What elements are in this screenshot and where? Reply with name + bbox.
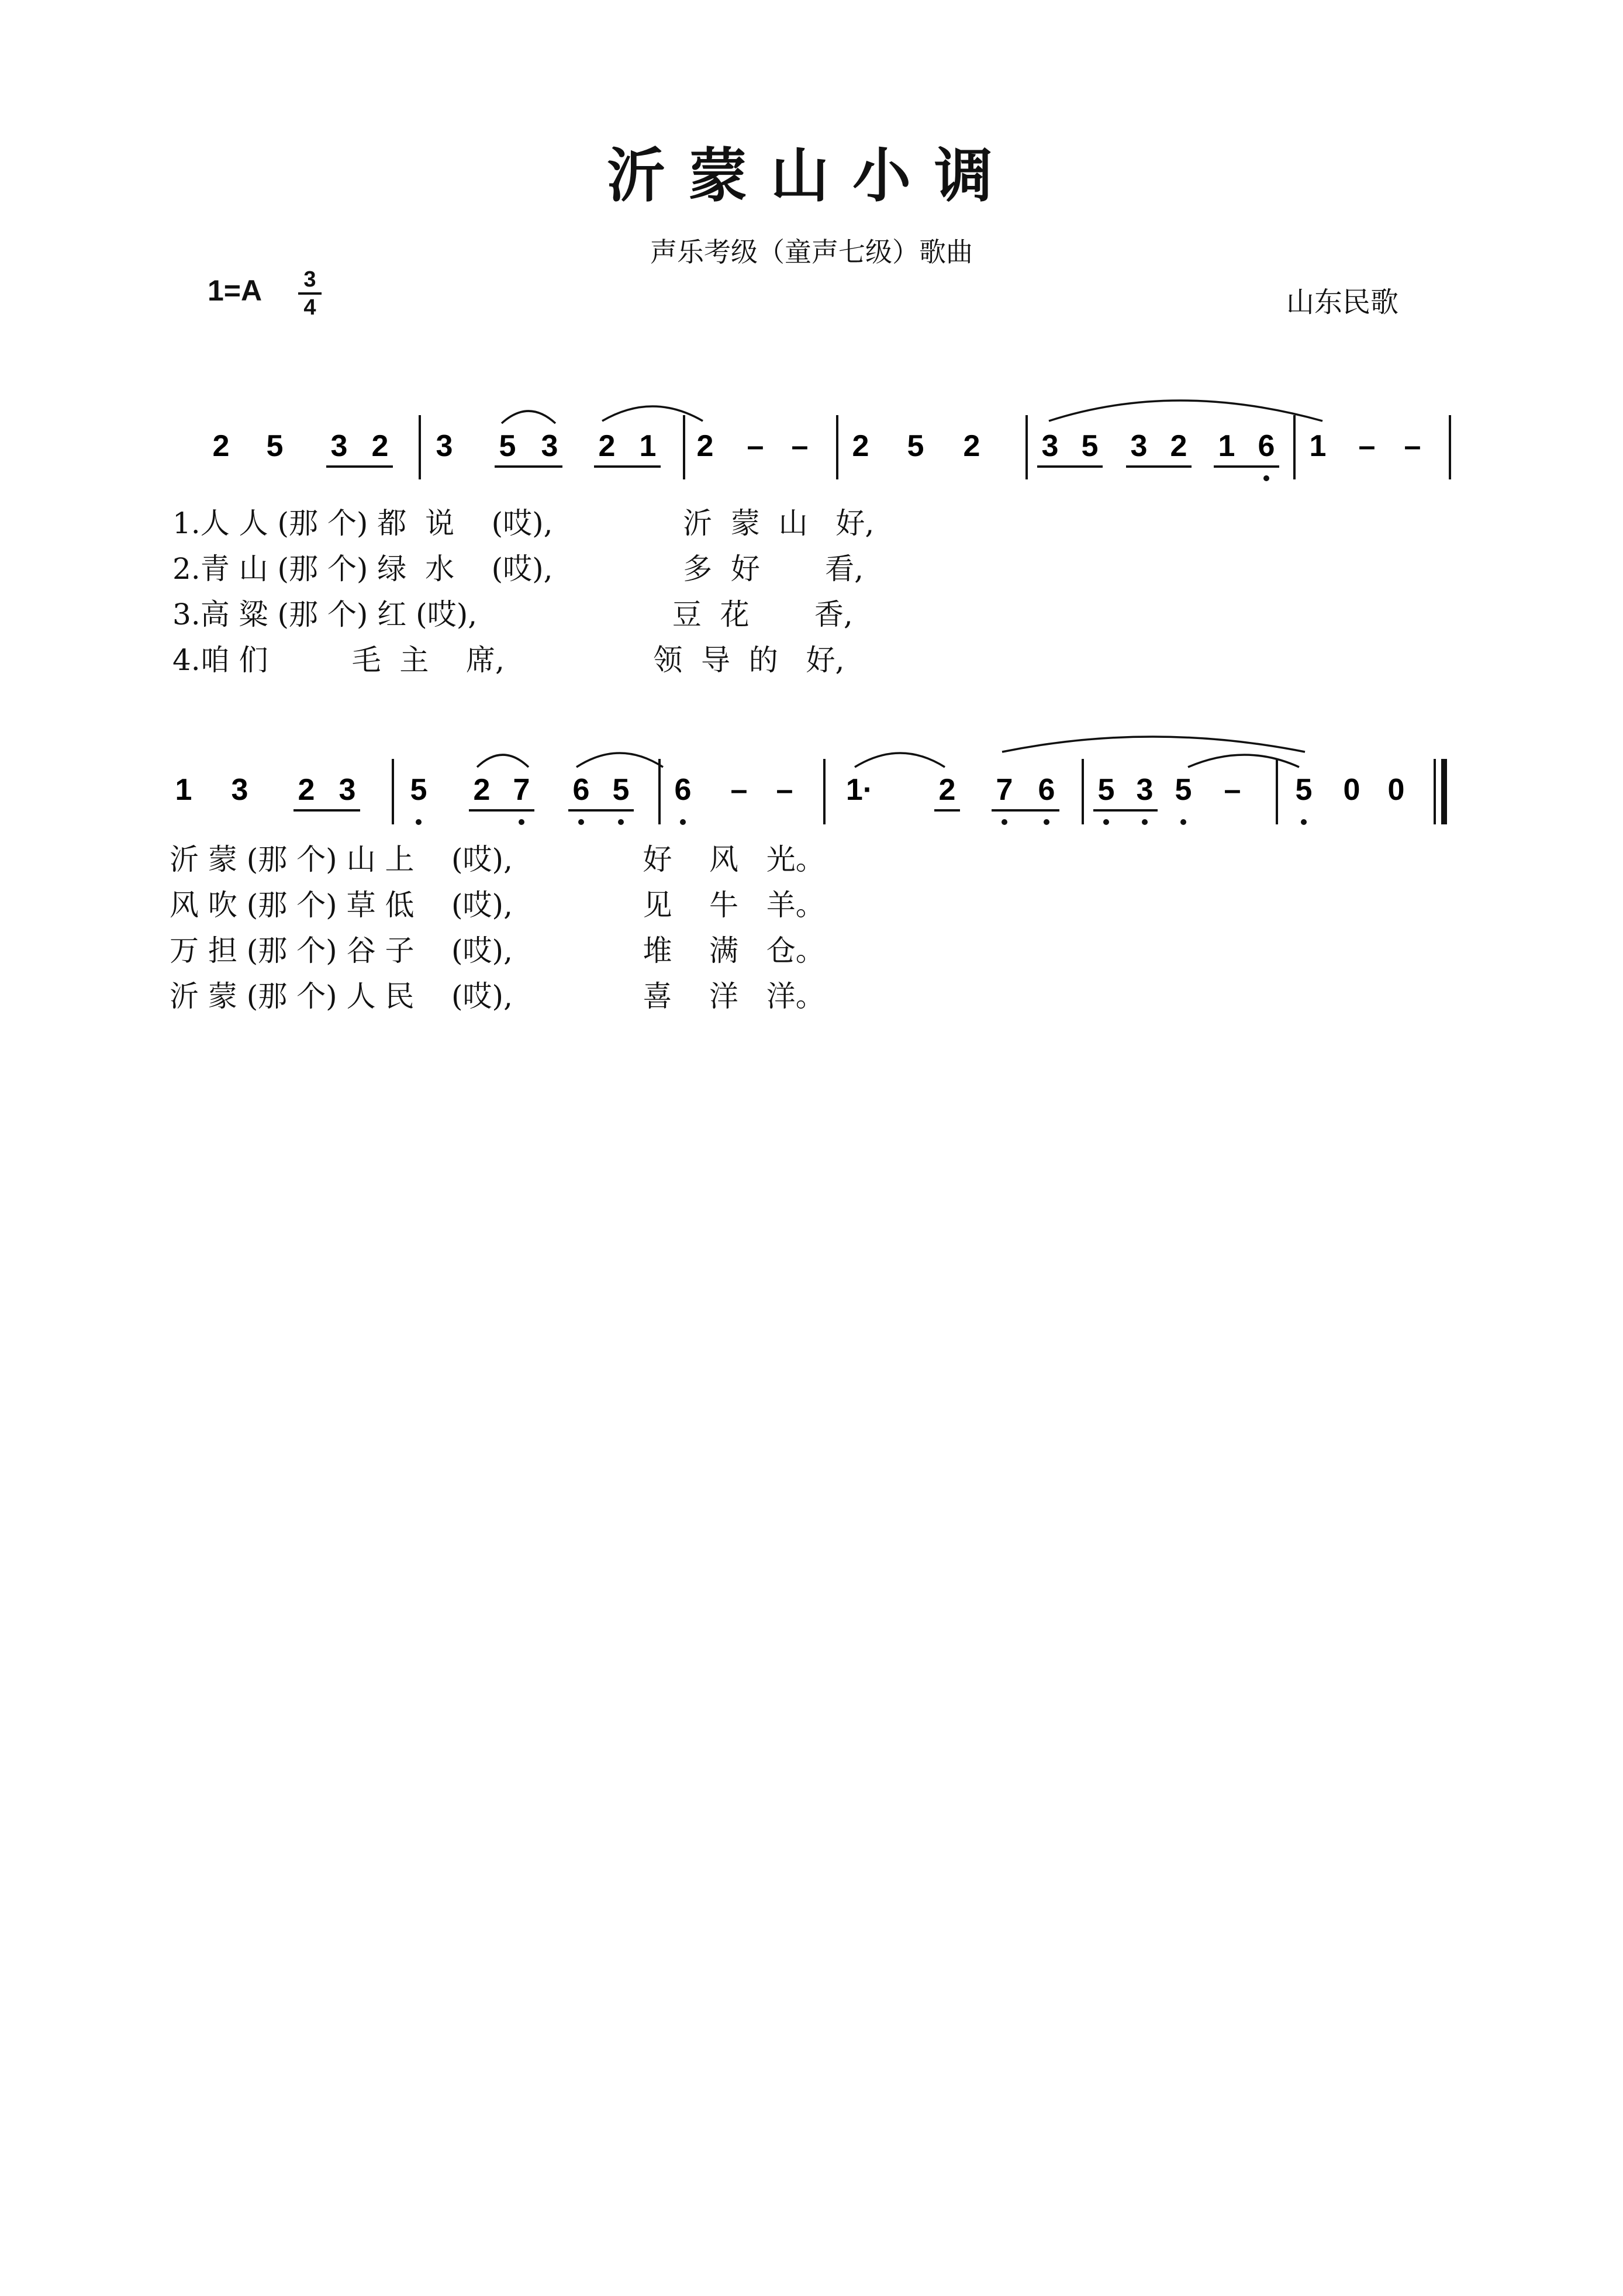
note: 2 <box>212 429 230 463</box>
note: 2 <box>371 429 389 463</box>
note: 5 <box>410 773 427 807</box>
note: 3 <box>339 773 356 807</box>
note: 0 <box>1387 773 1405 807</box>
note: 1 <box>1309 429 1327 463</box>
note: 6 <box>572 773 590 807</box>
note: 1 <box>1218 429 1235 463</box>
note: 5 <box>499 429 516 463</box>
note: – <box>1404 429 1421 463</box>
note: 2 <box>696 429 714 463</box>
note: 1 <box>639 429 657 463</box>
note: 3 <box>436 429 453 463</box>
note: 3 <box>541 429 558 463</box>
note: 3 <box>1136 773 1154 807</box>
slurs <box>477 737 1305 767</box>
lyric-line-4: 沂 蒙 (那 个) 人 民 (哎), 喜 洋 洋。 <box>170 979 825 1013</box>
system-2-notes <box>175 773 1405 807</box>
note: – <box>730 773 748 807</box>
barlines <box>393 759 1444 824</box>
octave-dots <box>1263 475 1269 481</box>
note: 6 <box>1038 773 1055 807</box>
note: – <box>1224 773 1241 807</box>
note: 7 <box>513 773 530 807</box>
note: 6 <box>1258 429 1275 463</box>
lyric-line-1: 1.人 人 (那 个) 都 说 (哎), 沂 蒙 山 好, <box>172 506 875 540</box>
lyric-line-3: 3.高 粱 (那 个) 红 (哎), 豆 花 香, <box>172 598 853 631</box>
octave-dots <box>416 819 1307 825</box>
barlines <box>420 415 1450 479</box>
note: 2 <box>938 773 956 807</box>
lyric-line-3: 万 担 (那 个) 谷 子 (哎), 堆 满 仓。 <box>170 934 825 968</box>
note: 7 <box>996 773 1013 807</box>
note: 2 <box>852 429 869 463</box>
note: 5 <box>907 429 924 463</box>
note: 5 <box>266 429 284 463</box>
note: – <box>791 429 809 463</box>
composer-credit: 山东民歌 <box>1286 286 1399 319</box>
score-system-1 <box>0 374 1623 503</box>
note: – <box>1358 429 1376 463</box>
key-signature: 1=A <box>208 274 263 307</box>
note: 2 <box>598 429 616 463</box>
note: – <box>776 773 793 807</box>
note: 1 <box>175 773 192 807</box>
lyric-line-2: 2.青 山 (那 个) 绿 水 (哎), 多 好 看, <box>172 552 864 586</box>
song-title: 沂蒙山小调 <box>607 141 1016 210</box>
note: 2 <box>963 429 980 463</box>
note: 5 <box>612 773 630 807</box>
note: 5 <box>1081 429 1099 463</box>
lyric-line-1: 沂 蒙 (那 个) 山 上 (哎), 好 风 光。 <box>170 843 825 876</box>
note: 5 <box>1175 773 1192 807</box>
note: 5 <box>1295 773 1313 807</box>
time-signature-top: 3 <box>303 267 316 292</box>
lyric-line-4: 4.咱 们 毛 主 席, 领 导 的 好, <box>172 643 845 677</box>
note: 3 <box>330 429 348 463</box>
system-1-notes <box>213 429 1421 463</box>
time-signature-bottom: 4 <box>303 295 316 320</box>
time-signature <box>298 268 322 319</box>
note: 6 <box>674 773 692 807</box>
note: 3 <box>231 773 248 807</box>
note: 2 <box>473 773 491 807</box>
note: 2 <box>298 773 315 807</box>
note: – <box>747 429 764 463</box>
note: 2 <box>1170 429 1187 463</box>
lyric-line-2: 风 吹 (那 个) 草 低 (哎), 见 牛 羊。 <box>170 888 825 922</box>
slurs <box>502 400 1322 423</box>
note: 5 <box>1097 773 1115 807</box>
song-subtitle: 声乐考级（童声七级）歌曲 <box>650 236 973 268</box>
note: 3 <box>1130 429 1148 463</box>
note: 3 <box>1041 429 1059 463</box>
note: 0 <box>1343 773 1360 807</box>
note: 1· <box>845 773 873 807</box>
score-system-2 <box>0 725 1623 854</box>
